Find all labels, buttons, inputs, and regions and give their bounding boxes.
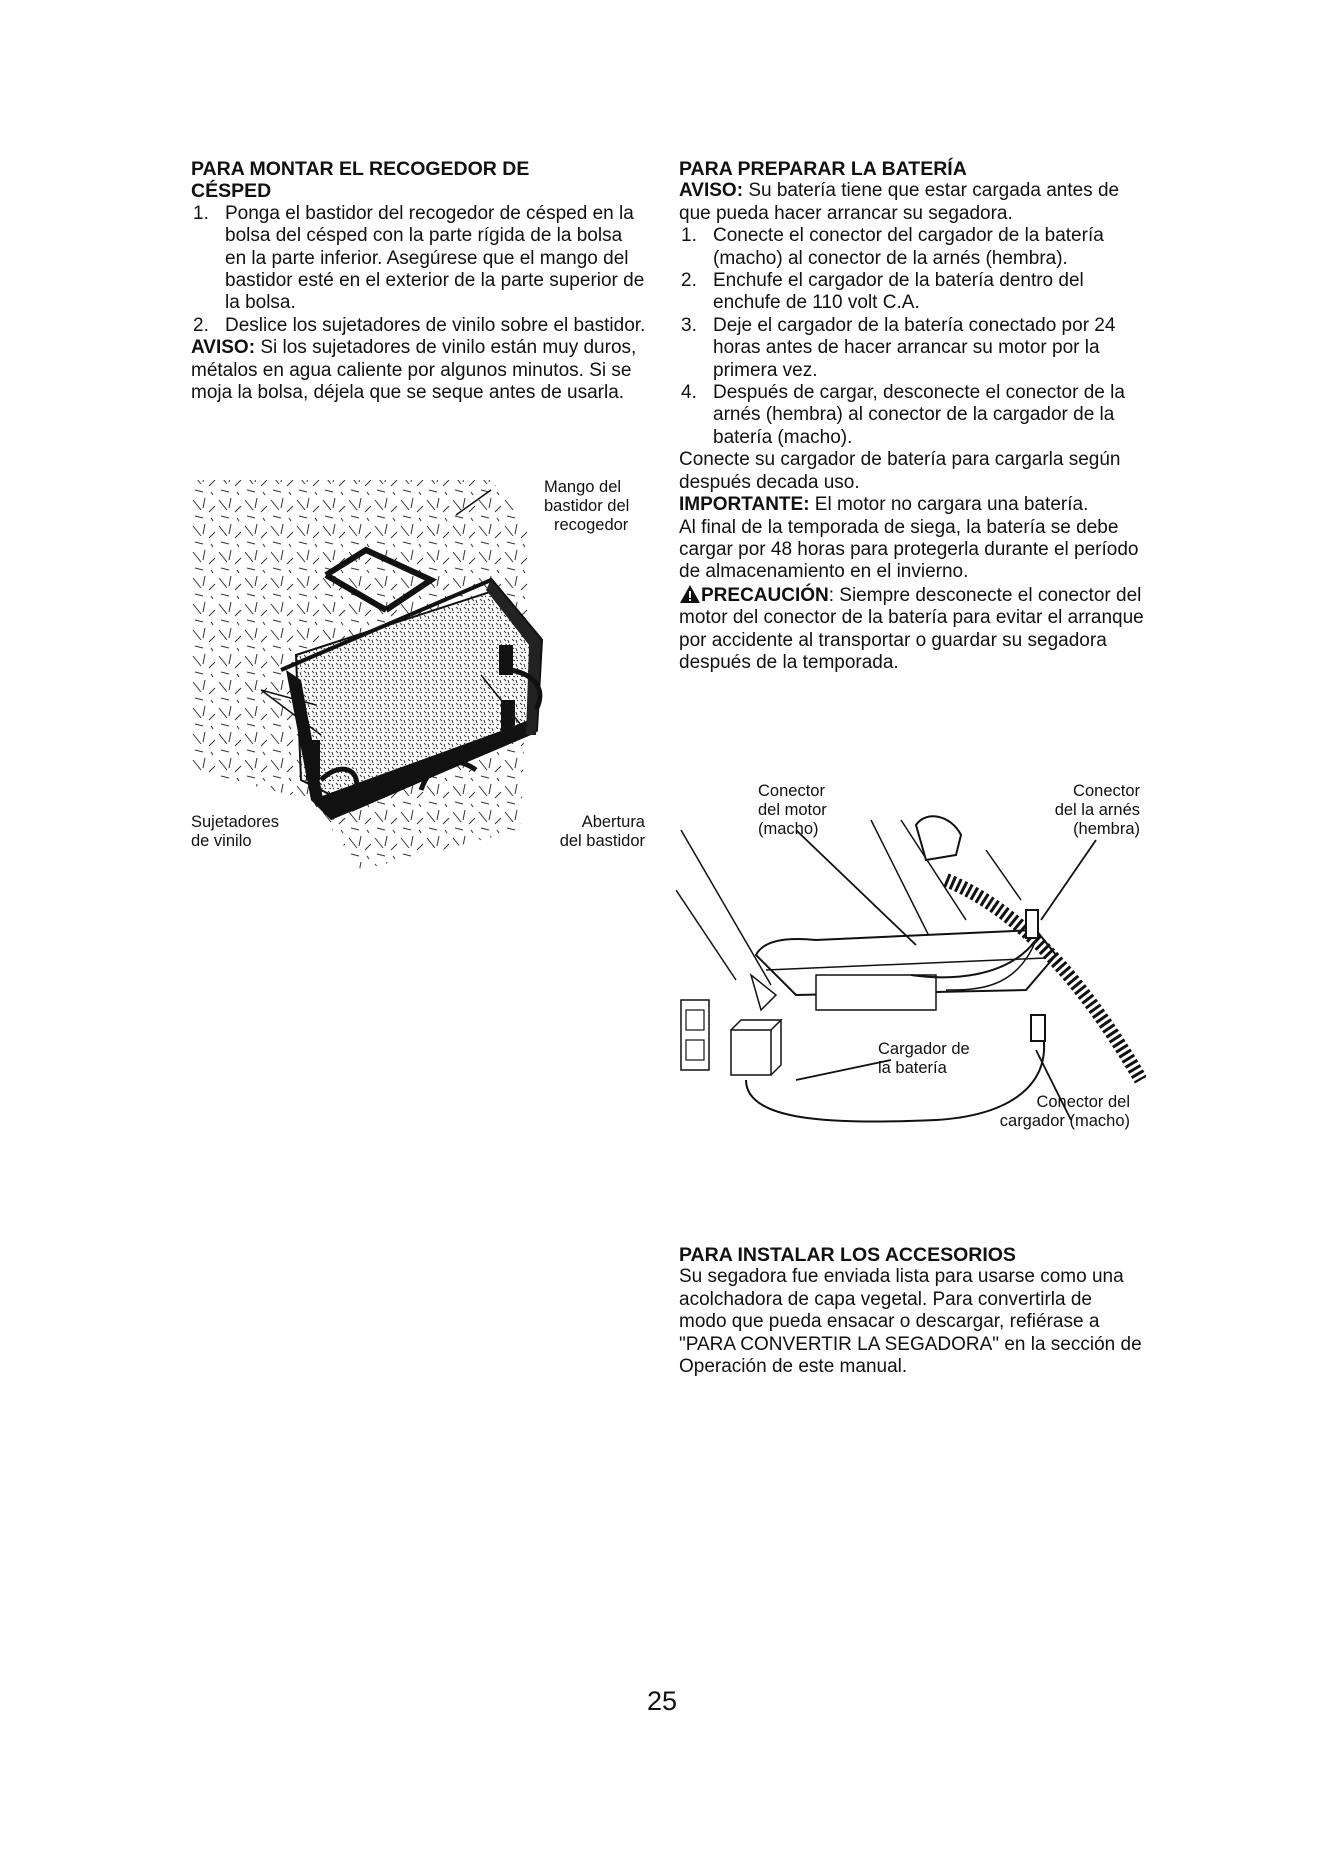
list-item: 1. Ponga el bastidor del recogedor de césped en la bolsa del césped con la parte rígida de la bolsa en la parte inferior. Asegúrese que el mango del bastidor esté en el exterior de la parte superior de la bolsa.	[193, 202, 645, 314]
label-frame-opening: Abertura del bastidor	[559, 813, 645, 850]
label-charger-connector: Conector del cargador (macho)	[999, 1093, 1130, 1130]
accessories-section	[679, 1244, 1144, 1378]
accessories-paragraph: Su segadora fue enviada lista para usarse como una acolchadora de capa vegetal. Para convertirla de modo que pueda ensacar o descargar, refiérase a "PARA CONVERTIR LA SEGADORA" en la sección de Operación de este manual.	[679, 1266, 1142, 1378]
label-motor-connector: Conector del motor (macho)	[758, 782, 827, 838]
assembly-steps	[191, 203, 646, 337]
list-item: 1. Conecte el conector del cargador de la batería (macho) al conector de la arnés (hembra).	[681, 225, 1104, 269]
section-heading-grass-catcher: PARA MONTAR EL RECOGEDOR DE CÉSPED	[191, 158, 530, 203]
right-column	[679, 158, 1144, 674]
label-harness-connector: Conector del la arnés (hembra)	[1054, 782, 1140, 838]
connect-paragraph: Conecte su cargador de batería para cargarla según después decada uso.	[679, 449, 1121, 493]
caution-paragraph: PRECAUCIÓN: Siempre desconecte el conector del motor del conector de la batería para evitar el arranque por accidente al transportar o guardar su segadora después de la temporada.	[679, 584, 1144, 673]
section-heading-accessories: PARA INSTALAR LOS ACCESORIOS	[679, 1244, 1016, 1266]
label-vinyl-clips: Sujetadores de vinilo	[191, 813, 280, 850]
page-number: 25	[646, 1686, 678, 1716]
battery-charger-illustration	[676, 780, 1146, 1140]
warning-triangle-icon	[679, 584, 701, 604]
left-column	[191, 158, 646, 404]
section-heading-battery: PARA PREPARAR LA BATERÍA	[679, 158, 967, 180]
notice-paragraph: AVISO: Su batería tiene que estar cargada antes de que pueda hacer arrancar su segadora.	[679, 180, 1120, 224]
list-item: 4. Después de cargar, desconecte el conector de la arnés (hembra) al conector de la cargador de la batería (macho).	[681, 382, 1125, 448]
grass-catcher-illustration	[191, 470, 651, 885]
list-item: 2. Enchufe el cargador de la batería dentro del enchufe de 110 volt C.A.	[681, 270, 1084, 314]
list-item: 3. Deje el cargador de la batería conectado por 24 horas antes de hacer arrancar su motor por la primera vez.	[681, 314, 1116, 381]
battery-steps	[679, 225, 1144, 449]
notice-paragraph: AVISO: Si los sujetadores de vinilo están muy duros, métalos en agua caliente por algunos minutos. Si se moja la bolsa, déjela que se seque antes de usarla.	[191, 337, 637, 404]
label-handle: Mango del bastidor del recogedor	[544, 478, 630, 534]
list-item: 2. Deslice los sujetadores de vinilo sobre el bastidor.	[193, 314, 646, 336]
important-paragraph: IMPORTANTE: El motor no cargara una batería.	[679, 494, 1089, 516]
label-battery-charger: Cargador de la batería	[878, 1040, 970, 1077]
season-paragraph: Al final de la temporada de siega, la batería se debe cargar por 48 horas para protegerla durante el período de almacenamiento en el invierno.	[679, 516, 1139, 583]
